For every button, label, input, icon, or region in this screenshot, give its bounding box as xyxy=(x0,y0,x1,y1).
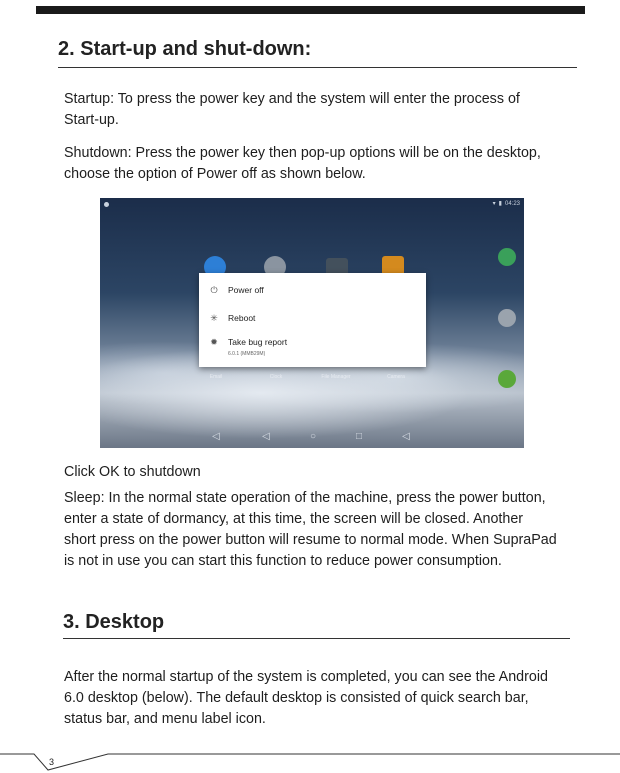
sleep-line-1: Sleep: In the normal state operation of the machine, press the power button, xyxy=(64,490,546,506)
reboot-icon: ✳ xyxy=(210,313,218,323)
navigation-bar xyxy=(100,426,524,448)
wifi-icon: ▾ xyxy=(492,201,496,207)
bug-report-label: Take bug report xyxy=(228,337,288,347)
page-number: 3 xyxy=(49,757,55,767)
bug-report-option[interactable] xyxy=(207,337,287,358)
desktop-paragraph xyxy=(64,667,548,730)
volume-down-icon[interactable]: ◁ xyxy=(212,431,220,442)
sleep-line-4: is not in use you can start this function to reduce power consumption. xyxy=(64,553,502,569)
desktop-line-2: 6.0 desktop (below). The default desktop is consisted of quick search bar, xyxy=(64,690,529,706)
email-app-label: Email xyxy=(209,374,223,380)
startup-line-1: Startup: To press the power key and the system will enter the process of xyxy=(64,91,520,107)
file-manager-app-label: File Manager xyxy=(321,374,351,380)
section-title-startup: 2. Start-up and shut-down: xyxy=(58,38,312,60)
reboot-option[interactable] xyxy=(207,313,255,323)
section-rule xyxy=(63,638,570,639)
app-drawer-icon[interactable] xyxy=(498,309,516,327)
clock-app-label: Clock xyxy=(269,374,283,380)
status-bar xyxy=(493,200,520,207)
sleep-paragraph xyxy=(64,488,557,572)
bug-icon: ✹ xyxy=(210,337,218,347)
header-bar xyxy=(36,6,585,14)
reboot-label: Reboot xyxy=(228,313,256,323)
desktop-line-1: After the normal startup of the system is completed, you can see the Android xyxy=(64,669,548,685)
desktop-line-3: status bar, and menu label icon. xyxy=(64,711,266,727)
volume-up-icon[interactable]: ◁ xyxy=(402,431,410,442)
startup-line-2: Start-up. xyxy=(64,112,119,128)
sleep-line-3: short press on the power button will resume to normal mode. When SupraPad xyxy=(64,532,557,548)
camera-app-label: Camera xyxy=(387,374,405,380)
click-ok-caption: Click OK to shutdown xyxy=(64,464,201,480)
power-off-option[interactable] xyxy=(207,285,264,295)
sleep-line-2: enter a state of dormancy, at this time, the screen will be closed. Another xyxy=(64,511,524,527)
footer-rule xyxy=(0,740,620,773)
section-title-desktop: 3. Desktop xyxy=(63,611,165,633)
home-icon[interactable]: ○ xyxy=(309,431,317,442)
section-rule xyxy=(58,67,577,68)
startup-paragraph xyxy=(64,89,520,131)
shutdown-line-2: choose the option of Power off as shown below. xyxy=(64,166,366,182)
browser-icon[interactable] xyxy=(498,370,516,388)
shutdown-line-1: Shutdown: Press the power key then pop-up options will be on the desktop, xyxy=(64,145,541,161)
recents-icon[interactable]: □ xyxy=(355,431,363,442)
tablet-screenshot xyxy=(100,198,524,448)
power-dialog xyxy=(199,273,426,367)
power-off-label: Power off xyxy=(228,285,264,295)
power-icon: ⏻ xyxy=(210,285,218,295)
bug-report-version: 6.0.1 (MMB29M) xyxy=(228,351,266,357)
back-icon[interactable]: ◁ xyxy=(262,431,270,442)
battery-icon: ▮ xyxy=(498,201,502,207)
status-time: 04:23 xyxy=(504,200,520,207)
phone-icon[interactable] xyxy=(498,248,516,266)
shutdown-paragraph xyxy=(64,143,541,185)
notification-dot xyxy=(104,202,109,207)
